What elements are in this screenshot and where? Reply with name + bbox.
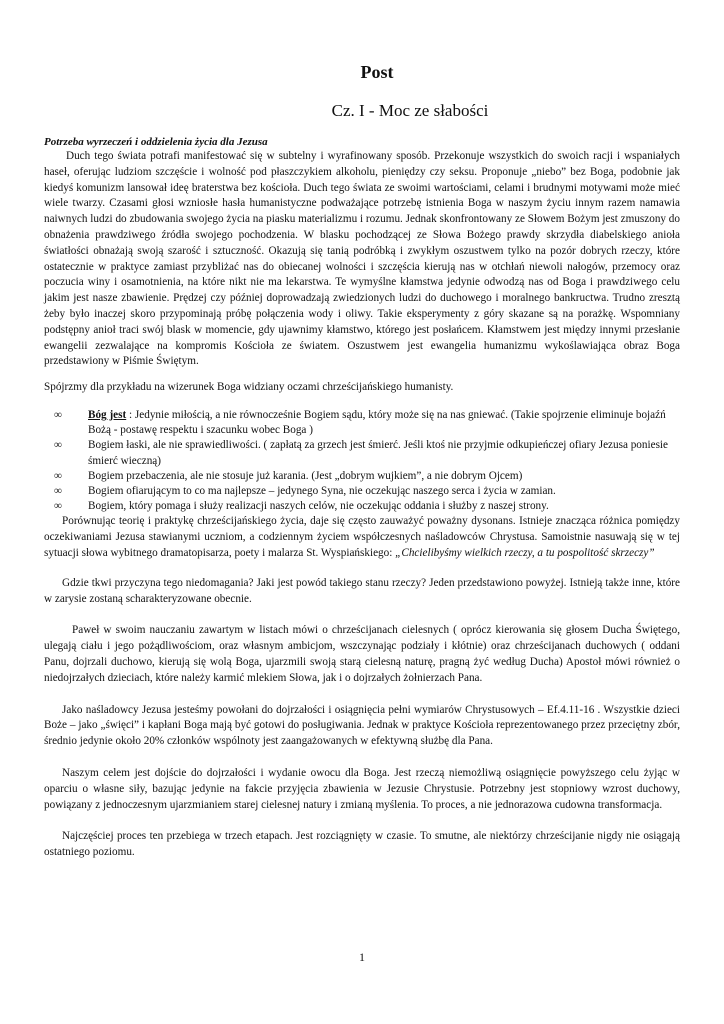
bullet-text: Bogiem, który pomaga i służy realizacji naszych celów, nie oczekując oddania i służby z naszej strony. (88, 500, 549, 513)
infinity-bullet-icon: ∞ (54, 484, 62, 497)
paragraph-4: Gdzie tkwi przyczyna tego niedomagania? Jaki jest powód takiego stanu rzeczy? Jeden przedstawiono powyżej. Istnieją także inne, które w zarysie zostaną scharakteryzowane obecnie. (44, 576, 680, 605)
section-heading: Potrzeba wyrzeczeń i oddzielenia życia dla Jezusa (44, 136, 268, 148)
bullet-label: Bóg jest (88, 408, 127, 421)
document-page (44, 62, 680, 871)
list-item (44, 499, 680, 514)
paragraph-1: Duch tego świata potrafi manifestować się w subtelny i wyrafinowany sposób. Przekonuje wszystkich do swoich racji i wspaniałych haseł, oferując ludziom szczęście i wolność pod płaszczykiem alkoholu, pieniędzy czy seksu. Proponuje „niebo” bez Boga, podobnie jak kiedyś komunizm lansował ideę braterstwa bez kościoła. Duch tego świata ze swoimi wartościami, celami i brudnymi motywami może mieć wiele twarzy. Czasami głosi wzniosłe hasła humanistyczne podważające potrzebę istnienia Boga w naszym życiu innym razem namawia naiwnych ludzi do zbudowania swojego życia na piasku materializmu i rozumu. Jednak skonfrontowany ze Słowem Bożym jest zmuszony do obnażenia prawdziwego źródła swojego pochodzenia. W blasku pochodzącej ze Słowa Bożego prawdy skrzydła diabelskiego anioła światłości obnażają swoją szarość i sztuczność. Okazują się tanią podróbką i zwykłym oszustwem tylko na pozór dobrych rzeczy, które ostatecznie w praktyce zamiast przybliżać nas do obiecanej wolności i szczęścia kierują nas w otchłań niewoli nałogów, przemocy oraz poczucia winy i osamotnienia, na które nikt nie ma lekarstwa. Te wymyślne kłamstwa jedynie odwodzą nas od Boga i prawdziwego celu jakim jest nasze zbawienie. Prędzej czy później doprowadzają zwiedzionych ludzi do duchowego i moralnego bankructwa. Trudno zresztą żeby było inaczej skoro przypominają próbę połączenia wody i oliwy. Takie eksperymenty z góry skazane są na porażkę. Wspomniany podstępny anioł traci swój blask w momencie, gdy ujawnimy kłamstwo, którego jest posłańcem. Kłamstwem jest między innymi przesłanie ewangelii zezwalające na kompromis Kościoła ze światem. Oszustwem jest ewangelia humanizmu wykoślawiająca obraz Boga przedstawiony w Piśmie Świętym. (44, 150, 680, 368)
list-item (44, 438, 680, 468)
paragraph-7: Naszym celem jest dojście do dojrzałości i wydanie owocu dla Boga. Jest rzeczą niemożliwą osiągnięcie powyższego celu żyjąc w oparciu o własne siły, bazując jedynie na fakcie przyjęcia zbawienia w Jezusie Chrystusie. Potrzebny jest stopniowy wzrost duchowy, powiązany z jednoczesnym ujarzmianiem starej cielesnej natury i zmianą myślenia. To proces, a nie jednorazowa cudowna transformacja. (44, 766, 680, 811)
list-item (44, 408, 680, 438)
quote-wyspianski: „Chcielibyśmy wielkich rzeczy, a tu pospolitość skrzeczy” (395, 546, 655, 559)
infinity-bullet-icon: ∞ (54, 439, 62, 452)
document-subtitle: Cz. I - Moc ze słabości (331, 101, 489, 120)
paragraph-2: Spójrzmy dla przykładu na wizerunek Boga widziany oczami chrześcijańskiego humanisty. (44, 381, 454, 394)
bullet-text: Bogiem przebaczenia, ale nie stosuje już karania. (Jest „dobrym wujkiem”, a nie dobrym Ojcem) (88, 469, 523, 482)
page-number: 1 (359, 950, 365, 964)
bullet-text: : Jedynie miłością, a nie równocześnie Bogiem sądu, który może się na nas gniewać. (Takie spojrzenie eliminuje bojaźń Bożą - postawę respektu i szacunku wobec Boga ) (88, 408, 666, 437)
list-item (44, 484, 680, 499)
list-item (44, 469, 680, 484)
bullet-list (44, 408, 680, 514)
bullet-text: Bogiem łaski, ale nie sprawiedliwości. ( zapłatą za grzech jest śmierć. Jeśli ktoś nie przyjmie odkupieńczej ofiary Jezusa poniesie śmierć wieczną) (88, 439, 668, 467)
bullet-text: Bogiem ofiarującym to co ma najlepsze – jedynego Syna, nie oczekując naszego serca i życia w zamian. (88, 484, 556, 497)
paragraph-3 (44, 514, 680, 561)
infinity-bullet-icon: ∞ (54, 408, 62, 421)
paragraph-6: Jako naśladowcy Jezusa jesteśmy powołani do dojrzałości i osiągnięcia pełni wymiarów Chrystusowych – Ef.4.11-16 . Wszystkie dzieci Boże – jako „święci” i kapłani Boga mają być gotowi do posługiwania. Jednak w praktyce Kościoła reprezentowanego przez przeciętny zbór, średnio jedynie około 20% członków wspólnoty jest zaangażowanych w efektywną służbę dla Pana. (44, 703, 680, 748)
paragraph-5: Paweł w swoim nauczaniu zawartym w listach mówi o chrześcijanach cielesnych ( oprócz kierowania się głosem Ducha Świętego, ulegają ciału i jego pożądliwościom, oraz własnym ambicjom, wszczynając podziały i kłótnie) oraz chrześcijanach duchowych ( oddani Panu, dojrzali duchowo, kierują się wolą Boga, ujarzmili swoją starą cielesną naturę, pragną żyć według Ducha) Apostoł mówi również o niedojrzałych dzieciach, które należy karmić mlekiem Słowa, jak i o dojrzałych żołnierzach Pana. (44, 624, 680, 684)
document-title: Post (360, 62, 394, 82)
infinity-bullet-icon: ∞ (54, 500, 62, 513)
paragraph-3-text: Porównując teorię i praktykę chrześcijańskiego życia, daje się często zauważyć poważny dysonans. Istnieje znacząca różnica pomiędzy oczekiwaniami Jezusa stawianymi uczniom, a codziennym życiem współczesnych naśladowców Chrystusa. Samoistnie nasuwają się w tej sytuacji słowa wybitnego dramatopisarza, poety i malarza St. Wyspiańskiego: (44, 515, 680, 559)
paragraph-8: Najczęściej proces ten przebiega w trzech etapach. Jest rozciągnięty w czasie. To smutne, ale niektórzy chrześcijanie nigdy nie osiągają ostatniego poziomu. (44, 830, 680, 859)
infinity-bullet-icon: ∞ (54, 469, 62, 482)
